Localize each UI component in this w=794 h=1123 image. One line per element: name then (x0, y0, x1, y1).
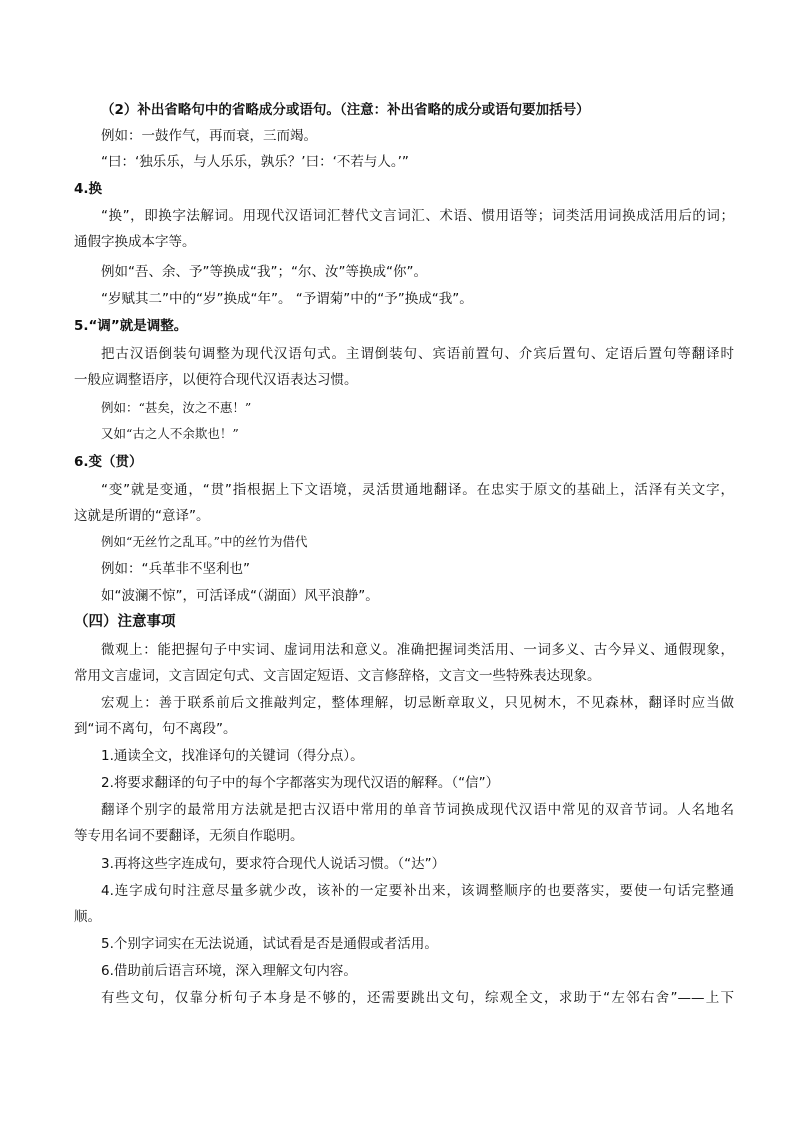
section-6-heading: 6.变（贯） (74, 454, 143, 470)
step-line: 6.借助前后语言环境，深入理解文句内容。 (101, 963, 357, 979)
step-line: 5.个别字词实在无法说通，试试看是否是通假或者活用。 (101, 936, 438, 952)
paragraph-line: 这就是所谓的“意译”。 (74, 508, 210, 524)
example-line: 例如“吾、余、予”等换成“我”；“尔、汝”等换成“你”。 (101, 264, 427, 280)
subsection-2-heading: （2）补出省略句中的省略成分或语句。（注意：补出省略的成分或语句要加括号） (101, 102, 590, 118)
paragraph-line: 等专用名词不要翻译，无须自作聪明。 (74, 828, 304, 844)
example-quote: “曰：‘独乐乐，与人乐乐，孰乐？’曰：‘不若与人。’” (101, 154, 409, 170)
paragraph-line: 翻译个别字的最常用方法就是把古汉语中常用的单音节词换成现代汉语中常见的双音节词。人名地名 (101, 802, 734, 818)
example-line: 例如“无丝竹之乱耳。”中的丝竹为借代 (101, 534, 308, 549)
paragraph-line: 把古汉语倒装句调整为现代汉语句式。主谓倒装句、宾语前置句、介宾后置句、定语后置句等翻译时 (101, 346, 734, 362)
example-line: 如“波澜不惊”，可活译成“（湖面）风平浪静”。 (101, 588, 379, 604)
example-line: “岁赋其二”中的“岁”换成“年”。 “予谓菊”中的“予”换成“我”。 (101, 291, 473, 307)
step-line: 3.再将这些字连成句，要求符合现代人说话习惯。（“达”） (101, 856, 446, 872)
example-line: 又如“古之人不余欺也！” (101, 426, 239, 441)
example-line: 例如：一鼓作气，再而衰，三而竭。 (101, 128, 317, 144)
paragraph-line: 微观上：能把握句子中实词、虚词用法和意义。准确把握词类活用、一词多义、古今异义、通假现象， (101, 642, 734, 658)
paragraph-line: 有些文句，仅靠分析句子本身是不够的，还需要跳出文句，综观全文，求助于“左邻右舍”——上下 (101, 990, 734, 1006)
paragraph-line: “变”就是变通，“贯”指根据上下文语境，灵活贯通地翻译。在忠实于原文的基础上，活泽有关文字， (101, 482, 734, 498)
notes-heading: （四）注意事项 (74, 614, 176, 630)
step-line: 1.通读全文，找准译句的关键词（得分点）。 (101, 748, 364, 764)
paragraph-line: 通假字换成本字等。 (74, 234, 196, 250)
section-4-heading: 4.换 (74, 181, 103, 197)
section-5-heading: 5.“调”就是调整。 (74, 318, 188, 334)
example-line: 例如：“甚矣，汝之不惠！” (101, 400, 252, 415)
paragraph-line: “换”，即换字法解词。用现代汉语词汇替代文言词汇、术语、惯用语等；词类活用词换成活用后的词； (101, 208, 734, 224)
paragraph-line: 顺。 (74, 909, 101, 925)
paragraph-line: 宏观上：善于联系前后文推敲判定，整体理解，切忌断章取义，只见树木，不见森林，翻译时应当做 (101, 695, 734, 711)
step-line: 4.连字成句时注意尽量多就少改，该补的一定要补出来，该调整顺序的也要落实，要使一句话完整通 (101, 883, 734, 899)
example-line: 例如：“兵革非不坚利也” (101, 561, 250, 577)
step-line: 2.将要求翻译的句子中的每个字都落实为现代汉语的解释。（“信”） (101, 775, 500, 791)
paragraph-line: 到“词不离句，句不离段”。 (74, 721, 237, 737)
paragraph-line: 一般应调整语序，以便符合现代汉语表达习惯。 (74, 372, 358, 388)
paragraph-line: 常用文言虚词，文言固定句式、文言固定短语、文言修辞格，文言文一些特殊表达现象。 (74, 668, 601, 684)
